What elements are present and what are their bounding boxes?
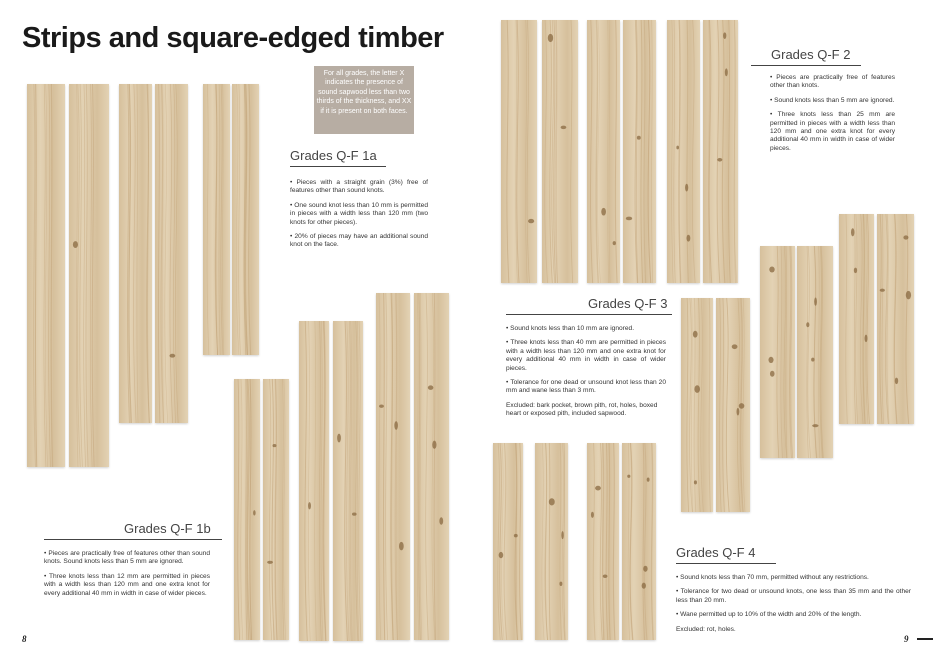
grade-qf1a-heading: Grades Q-F 1a bbox=[290, 148, 386, 167]
oak-plank-photo bbox=[119, 84, 152, 423]
grade-qf2-bullet: • Pieces are practically free of features other than knots. bbox=[770, 74, 895, 91]
grade-qf3-bullet: • Three knots less than 40 mm are permitted in pieces with a width less than 120 mm and one extra knot for every additional 40 mm in width in case of wider pieces. bbox=[506, 339, 666, 373]
oak-plank-photo bbox=[716, 298, 750, 512]
oak-plank-photo bbox=[27, 84, 65, 467]
sapwood-note: For all grades, the letter X indicates the presence of sound sapwood less than two thirds of the thickness, and XX if it is present on both faces. bbox=[314, 66, 414, 134]
oak-plank-photo bbox=[623, 20, 656, 283]
grade-qf1a-bullet: • 20% of pieces may have an additional sound knot on the face. bbox=[290, 233, 428, 250]
oak-plank-photo bbox=[703, 20, 738, 283]
grade-qf1a-block bbox=[290, 148, 428, 256]
grade-qf1b-block bbox=[44, 521, 210, 604]
grade-qf2-list bbox=[751, 74, 895, 153]
oak-plank-photo bbox=[667, 20, 700, 283]
oak-plank-photo bbox=[542, 20, 578, 283]
grade-qf2-heading: Grades Q-F 2 bbox=[751, 47, 861, 66]
grade-qf4-block bbox=[676, 545, 911, 634]
page-number-rule bbox=[917, 638, 933, 640]
grade-qf1a-bullet: • One sound knot less than 10 mm is permitted in pieces with a width less than 120 mm (two knots for other pieces). bbox=[290, 202, 428, 227]
oak-plank-photo bbox=[587, 443, 619, 640]
page-title: Strips and square-edged timber bbox=[22, 22, 444, 54]
oak-plank-photo bbox=[299, 321, 329, 641]
grade-qf4-bullet: • Tolerance for two dead or unsound knots, one less than 35 mm and the other less than 20 mm. bbox=[676, 588, 911, 605]
grade-qf2-bullet: • Three knots less than 25 mm are permitted in pieces with a width less than 120 mm and one extra knot for every additional 40 mm in width in case of wider pieces. bbox=[770, 111, 895, 153]
oak-plank-photo bbox=[797, 246, 833, 458]
oak-plank-photo bbox=[203, 84, 230, 355]
oak-plank-photo bbox=[263, 379, 289, 640]
grade-qf4-excluded: Excluded: rot, holes. bbox=[676, 625, 736, 633]
grade-qf3-excluded: Excluded: bark pocket, brown pith, rot, holes, boxed heart or exposed pith, included sapwood. bbox=[506, 401, 658, 418]
grade-qf4-list bbox=[676, 574, 911, 620]
oak-plank-photo bbox=[622, 443, 656, 640]
oak-plank-photo bbox=[155, 84, 188, 423]
oak-plank-photo bbox=[232, 84, 259, 355]
oak-plank-photo bbox=[69, 84, 109, 467]
grade-qf3-heading: Grades Q-F 3 bbox=[506, 296, 672, 315]
oak-plank-photo bbox=[493, 443, 523, 640]
grade-qf3-bullet: • Tolerance for one dead or unsound knot less than 20 mm and wane less than 3 mm. bbox=[506, 379, 666, 396]
grade-qf3-list bbox=[506, 325, 666, 396]
grade-qf1a-bullet: • Pieces with a straight grain (3%) free of features other than sound knots. bbox=[290, 179, 428, 196]
grade-qf1b-bullet: • Pieces are practically free of features other than sound knots. Sound knots less than 5 mm are ignored. bbox=[44, 550, 210, 567]
oak-plank-photo bbox=[535, 443, 568, 640]
grade-qf2-block bbox=[751, 47, 895, 159]
grade-qf4-bullet: • Sound knots less than 70 mm, permitted without any restrictions. bbox=[676, 574, 911, 582]
grade-qf4-heading: Grades Q-F 4 bbox=[676, 545, 776, 564]
grade-qf4-bullet: • Wane permitted up to 10% of the width and 20% of the length. bbox=[676, 611, 911, 619]
oak-plank-photo bbox=[501, 20, 537, 283]
oak-plank-photo bbox=[877, 214, 914, 424]
grade-qf1a-list bbox=[290, 179, 428, 250]
oak-plank-photo bbox=[414, 293, 449, 640]
oak-plank-photo bbox=[839, 214, 874, 424]
page-number-right: 9 bbox=[904, 634, 909, 644]
grade-qf3-block bbox=[506, 296, 666, 419]
oak-plank-photo bbox=[376, 293, 410, 640]
oak-plank-photo bbox=[333, 321, 363, 641]
grade-qf1b-heading: Grades Q-F 1b bbox=[44, 521, 222, 540]
grade-qf1b-bullet: • Three knots less than 12 mm are permitted in pieces with a width less than 120 mm and one extra knot for every additional 40 mm in width in case of wider pieces. bbox=[44, 573, 210, 598]
oak-plank-photo bbox=[760, 246, 795, 458]
oak-plank-photo bbox=[587, 20, 620, 283]
grade-qf3-bullet: • Sound knots less than 10 mm are ignored. bbox=[506, 325, 666, 333]
page-number-left: 8 bbox=[22, 634, 27, 644]
oak-plank-photo bbox=[681, 298, 713, 512]
grade-qf1b-list bbox=[44, 550, 210, 598]
grade-qf2-bullet: • Sound knots less than 5 mm are ignored. bbox=[770, 97, 895, 105]
oak-plank-photo bbox=[234, 379, 260, 640]
